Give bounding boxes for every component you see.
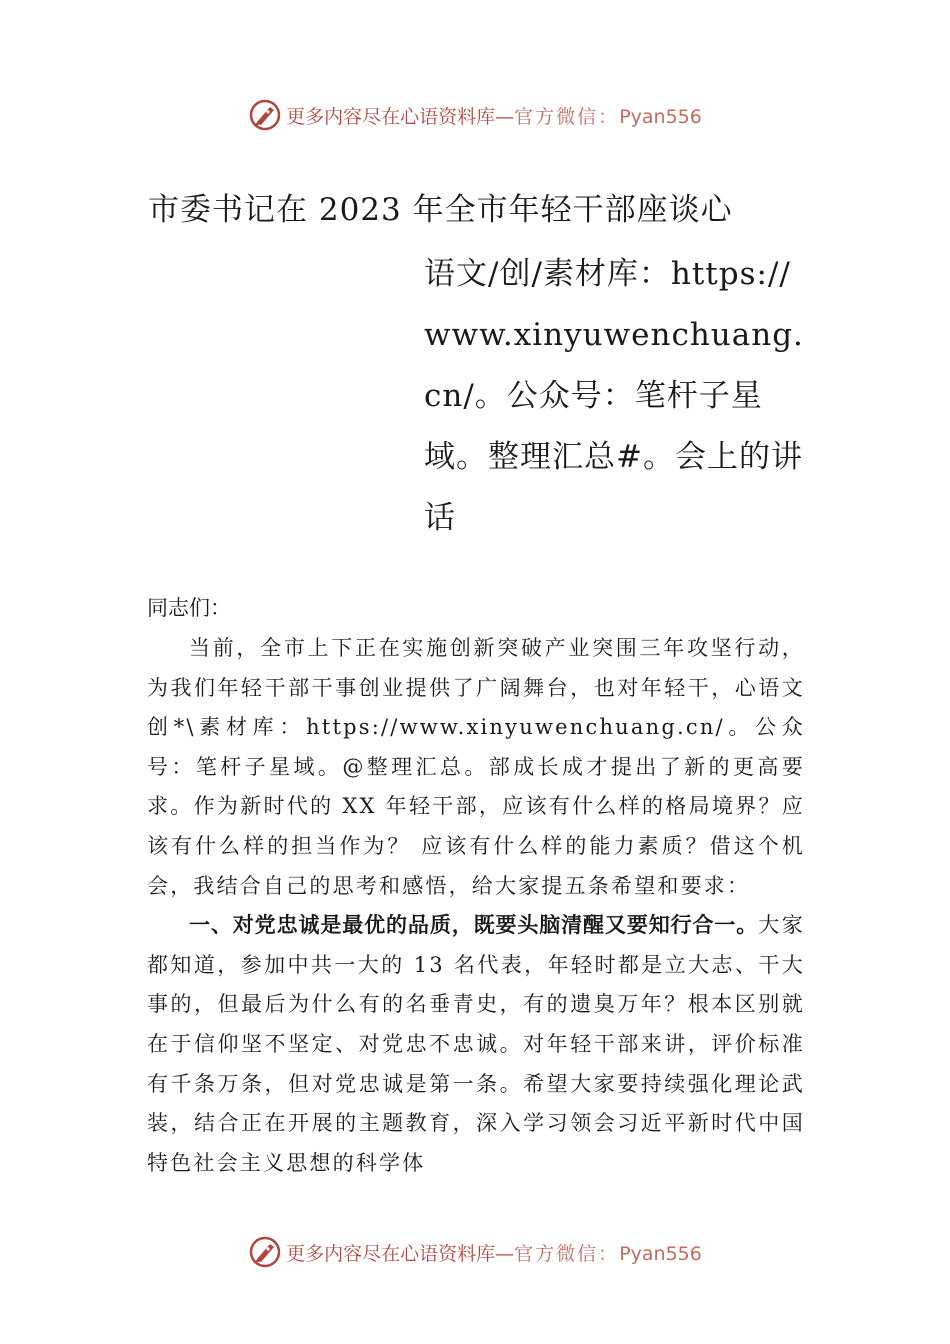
banner-slogan: 更多内容尽在心语资料库 <box>286 105 496 128</box>
document-body <box>147 629 805 1183</box>
banner-contact-label: 官方微信： <box>514 1242 620 1265</box>
banner-separator: — <box>495 105 515 128</box>
banner-contact-label: 官方微信： <box>514 105 620 128</box>
section-1-heading: 一、对党忠诚是最优的品质，既要头脑清醒又要知行合一。 <box>189 913 759 938</box>
banner-text <box>286 102 702 129</box>
footer-banner <box>0 1230 950 1274</box>
pen-nib-logo-icon <box>248 98 282 132</box>
pen-nib-logo-icon <box>248 1235 282 1269</box>
banner-slogan: 更多内容尽在心语资料库 <box>286 1242 496 1265</box>
banner-text <box>286 1239 702 1266</box>
paragraph-section-1 <box>147 906 805 1183</box>
document-title-line2: 语文/创/素材库：https://www.xinyuwenchuang.cn/。公众号：笔杆子星域。整理汇总#。会上的讲话 <box>424 256 804 536</box>
paragraph-intro: 当前，全市上下正在实施创新突破产业突围三年攻坚行动，为我们年轻干部干事创业提供了广阔舞台，也对年轻干，心语文创*\素材库：https://www.xinyuwenchuang.cn/。公众号：笔杆子星域。@整理汇总。部成长成才提出了新的更高要求。作为新时代的 XX 年轻干部，应该有什么样的格局境界？应该有什么样的担当作为？ 应该有什么样的能力素质？借这个机会，我结合自己的思考和感悟，给大家提五条希望和要求： <box>147 636 805 898</box>
section-1-text: 大家都知道，参加中共一大的 13 名代表，年轻时都是立大志、干大事的，但最后为什么有的名垂青史，有的遗臭万年？根本区别就在于信仰坚不坚定、对党忠不忠诚。对年轻干部来讲，评价标准有千条万条，但对党忠诚是第一条。希望大家要持续强化理论武装，结合正在开展的主题教育，深入学习领会习近平新时代中国特色社会主义思想的科学体 <box>147 913 805 1175</box>
banner-wechat-id: Pyan556 <box>619 105 702 128</box>
banner-wechat-id: Pyan556 <box>619 1242 702 1265</box>
document-title-line1: 市委书记在 2023 年全市年轻干部座谈心 <box>148 192 733 228</box>
header-banner <box>0 93 950 137</box>
salutation: 同志们： <box>147 596 231 620</box>
banner-separator: — <box>495 1242 515 1265</box>
